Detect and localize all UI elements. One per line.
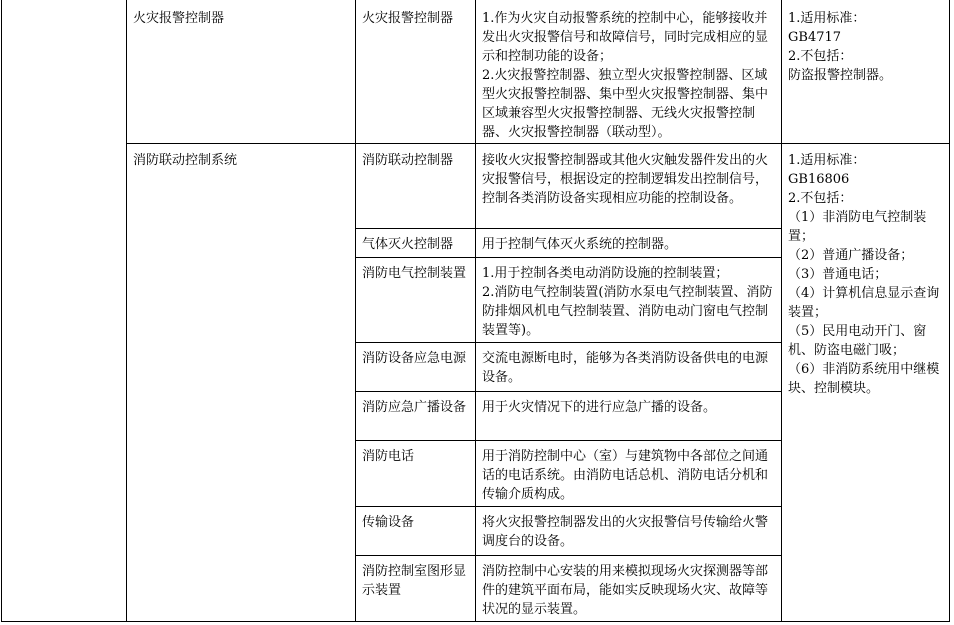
description-cell: 1.用于控制各类电动消防设施的控制装置； 2.消防电气控制装置(消防水泵电气控制装置、消防防排烟风机电气控制装置、消防电动门窗电气控制装置等)。 [482, 266, 773, 338]
row-divider [355, 440, 782, 441]
product-name-cell: 气体灭火控制器 [362, 237, 454, 252]
category-cell: 火灾报警控制器 [133, 11, 225, 26]
notes-cell: 1.适用标准： GB16806 2.不包括： （1）非消防电气控制装置； （2）普通广播设备； （3）普通电话； （4）计算机信息显示查询装置； （5）民用电动开门、窗机、防盗电磁门吸； （6）非消防系统用中继模块、控制模块。 [788, 153, 940, 396]
table-border-bottom [1, 621, 950, 622]
product-name-cell: 消防控制室图形显示装置 [362, 564, 467, 598]
column-divider [126, 0, 127, 622]
description-cell: 消防控制中心安装的用来模拟现场火灾探测器等部件的建筑平面布局，能如实反映现场火灾、故障等状况的显示装置。 [482, 564, 769, 617]
product-name-cell: 消防电气控制装置 [362, 266, 467, 281]
row-divider [126, 143, 950, 144]
category-cell: 消防联动控制系统 [133, 153, 238, 168]
product-name-cell: 消防应急广播设备 [362, 400, 467, 415]
description-cell: 1.作为火灾自动报警系统的控制中心，能够接收并发出火灾报警信号和故障信号，同时完成相应的显示和控制功能的设备； 2.火灾报警控制器、独立型火灾报警控制器、区域型火灾报警控制器、集中型火灾报警控制器、集中区域兼容型火灾报警控制器、无线火灾报警控制器、火灾报警控制器（联动型）。 [482, 11, 769, 140]
description-cell: 用于控制气体灭火系统的控制器。 [482, 237, 678, 252]
row-divider [355, 257, 782, 258]
product-name-cell: 消防电话 [362, 449, 415, 464]
description-cell: 用于火灾情况下的进行应急广播的设备。 [482, 400, 717, 415]
row-divider [355, 228, 782, 229]
product-name-cell: 消防设备应急电源 [362, 351, 467, 366]
product-name-cell: 消防联动控制器 [362, 153, 454, 168]
table-border-right [949, 0, 950, 622]
product-name-cell: 传输设备 [362, 515, 415, 530]
row-divider [355, 506, 782, 507]
table-border-left [1, 0, 2, 622]
description-cell: 将火灾报警控制器发出的火灾报警信号传输给火警调度台的设备。 [482, 515, 769, 549]
description-cell: 用于消防控制中心（室）与建筑物中各部位之间通话的电话系统。由消防电话总机、消防电话分机和传输介质构成。 [482, 449, 769, 502]
product-name-cell: 火灾报警控制器 [362, 11, 454, 26]
description-cell: 交流电源断电时，能够为各类消防设备供电的电源设备。 [482, 351, 769, 385]
row-divider [355, 555, 782, 556]
description-cell: 接收火灾报警控制器或其他火灾触发器件发出的火灾报警信号，根据设定的控制逻辑发出控制信号，控制各类消防设备实现相应功能的控制设备。 [482, 153, 769, 206]
row-divider [355, 342, 782, 343]
notes-cell: 1.适用标准： GB4717 2.不包括： 防盗报警控制器。 [788, 11, 893, 83]
row-divider [355, 391, 782, 392]
